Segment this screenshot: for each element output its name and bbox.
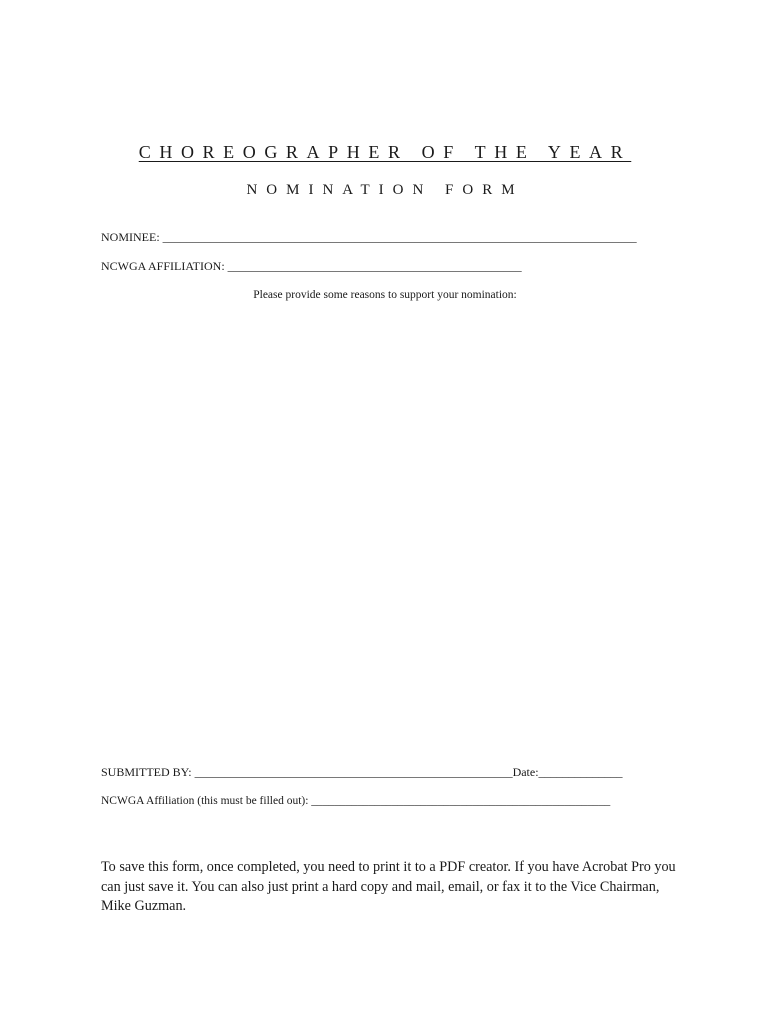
form-title	[0, 142, 770, 163]
nominee-field: NOMINEE: _______________________________________________________________________________	[101, 230, 637, 244]
reasons-prompt: Please provide some reasons to support your nomination:	[253, 289, 517, 301]
affiliation-field: NCWGA AFFILIATION: _________________________________________________	[101, 259, 522, 273]
save-instructions: To save this form, once completed, you need to print it to a PDF creator. If you have Acrobat Pro you can just save it. You can also just print a hard copy and mail, email, or fax it to the Vice Chairman, Mike Guzman.	[101, 859, 676, 914]
form-title-text: CHOREOGRAPHER OF THE YEAR	[138, 142, 632, 162]
required-affiliation-field: NCWGA Affiliation (this must be filled out): ____________________________________________________	[101, 795, 611, 807]
submitted-by-field: SUBMITTED BY: _____________________________________________________Date:______________	[101, 765, 623, 779]
form-subtitle: NOMINATION FORM	[246, 182, 524, 198]
